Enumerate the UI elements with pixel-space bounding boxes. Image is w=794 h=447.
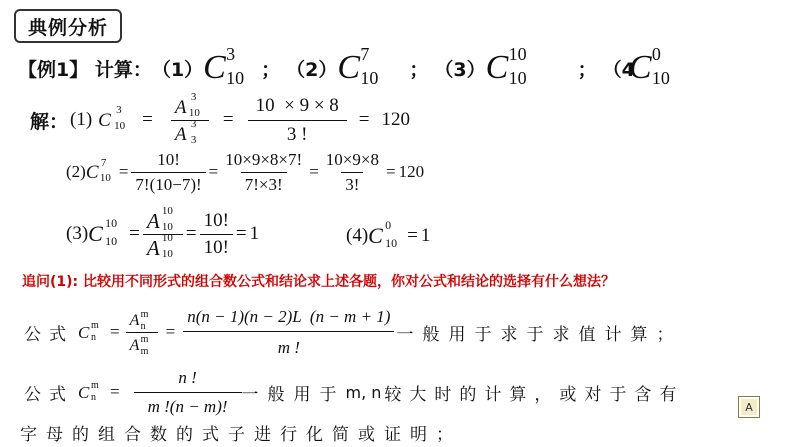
formula-2-note-line2: 字母的组合数的式子进行化简或证明； — [20, 425, 462, 445]
section-title-box — [14, 9, 122, 43]
formula-1: 公式 C m n = A m n A m m = $\frac{n(n - 1)(n - 2)L (n - m + 1)}{m !}$ 一般用于求于求值计算； — [24, 306, 683, 357]
comb-cnm: C m n — [78, 319, 99, 343]
comb-symbol-2: C 7 10 — [337, 44, 379, 88]
example-prefix: 【例1】 计算： — [18, 58, 152, 81]
formula-2: 公式 C m n = $\frac{n !}{m !(n - m)!}$ 一般用于 m, n 较大时的计算，或对于含有 — [24, 367, 685, 416]
formula-2-note-mn: m, n — [345, 382, 382, 402]
solution-line-4: (4) C 0 10 = 1 — [346, 218, 431, 250]
formula-1-note: 一般用于求于求值计算； — [396, 324, 683, 345]
comb-symbol-4: C 0 10 — [628, 44, 670, 88]
section-title: 典例分析 — [27, 16, 108, 39]
formula-1-label: 公式 — [24, 324, 74, 345]
solution-line-1: 解： (1) C 3 10 = A 3 10 A 3 3 = $\frac{10 \times 9 \times 8}{3 !}$ = 120 — [30, 90, 411, 146]
solution-label: 解： — [30, 110, 69, 133]
comb-c10-0: C 0 10 — [368, 218, 398, 250]
example-line: 【例1】 计算： （1） C 3 10 ； （2） C 7 10 ； （3） C 10 10 ； （4 C 0 10 — [18, 48, 675, 88]
formula-2-note-a: 一般用于 — [241, 384, 346, 405]
example-item-3-label: （3） — [434, 58, 486, 81]
comb-cnm-2: C m n — [78, 379, 99, 403]
comb-symbol-1: C 3 10 — [203, 44, 245, 88]
comb-c10-3: C 3 10 — [98, 103, 126, 132]
follow-up-text: 比较用不同形式的组合数公式和结论求上述各题，你对公式和结论的选择有什么想法？ — [78, 274, 616, 290]
comb-c10-7: C 7 10 — [85, 156, 111, 184]
comb-c10-10: C 10 10 — [88, 216, 118, 248]
comb-symbol-3: C 10 10 — [485, 44, 527, 88]
corner-badge-icon[interactable]: A — [738, 396, 760, 418]
example-item-1-label: （1） — [151, 58, 204, 81]
follow-up-label: 追问(1): — [22, 274, 79, 290]
result-1: 120 — [381, 109, 411, 130]
solution-line-2: (2) C 7 10 = $\frac{10!}{7!(10-7)!}$ = $\frac{10\times 9\times 8\times 7!}{7!\times 3!}$ = $\frac{10\times 9\times 8}{3!}$ = 120 — [66, 149, 425, 194]
example-item-2-label: （2） — [286, 58, 338, 81]
example-item-4-label: （4 — [602, 58, 635, 81]
formula-2-note-b: 较大时的计算，或对于含有 — [384, 384, 685, 405]
frac-product: $\frac{10 \times 9 \times 8}{3 !}$ — [248, 95, 347, 146]
formula-2-label: 公式 — [24, 384, 74, 405]
solution-line-3: (3) C 10 10 = A 10 10 A 10 10 = $\frac{10!}{10!}$ = 1 — [66, 204, 260, 260]
frac-a-over-a: A 3 10 A 3 3 — [171, 96, 209, 145]
follow-up-question — [22, 271, 615, 291]
result-2: 120 — [398, 162, 425, 181]
result-4: 1 — [420, 225, 431, 246]
result-3: 1 — [249, 223, 260, 244]
